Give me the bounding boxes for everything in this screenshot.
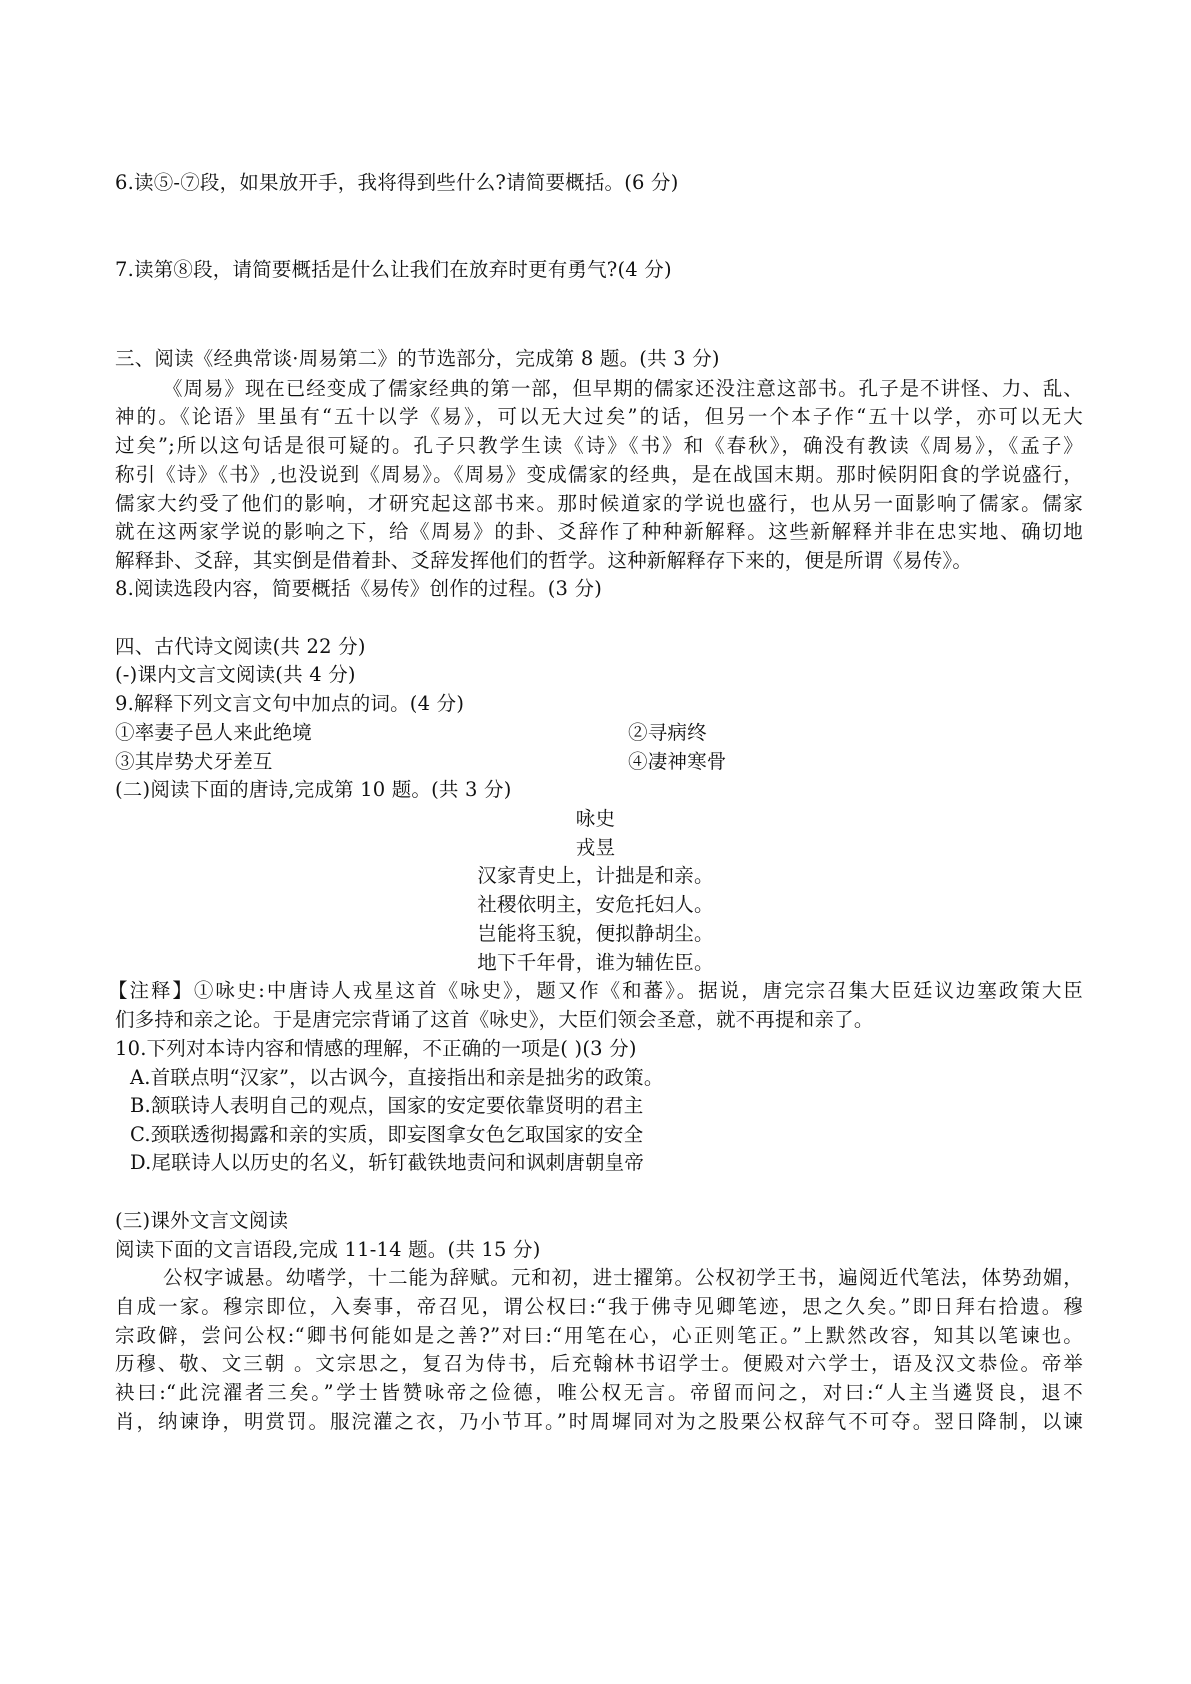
poem-note: 【注释】①咏史:中唐诗人戎星这首《咏史》，题又作《和蕃》。据说，唐完宗召集大臣廷议边塞政策大臣 — [108, 979, 1083, 1002]
subsection-3-instruction: 阅读下面的文言语段,完成 11-14 题。(共 15 分) — [115, 1238, 541, 1261]
passage-line: 自成一家。穆宗即位，入奏事，帝召见，谓公权曰:“我于佛寺见卿笔迹，思之久矣。”即日拜右拾遗。穆 — [115, 1295, 1083, 1318]
passage-line: 解释卦、爻辞，其实倒是借着卦、爻辞发挥他们的哲学。这种新解释存下来的，便是所谓《易传》。 — [115, 549, 973, 572]
passage-line: 肖，纳谏诤，明赏罚。服浣灌之衣，乃小节耳。”时周墀同对为之股栗公权辞气不可夺。翌日降制，以谏 — [115, 1410, 1083, 1433]
q9-item-2: ②寻病终 — [628, 721, 707, 744]
passage-line: 公权字诚悬。幼嗜学，十二能为辞赋。元和初，进士擢第。公权初学王书，遍阅近代笔法，体势劲媚， — [163, 1266, 1083, 1289]
passage-line: 过矣”;所以这句话是很可疑的。孔子只教学生读《诗》《书》和《春秋》，确没有教读《周易》，《孟子》 — [115, 434, 1083, 457]
poem-author: 戎昱 — [575, 836, 616, 859]
passage-line: 称引《诗》《书》,也没说到《周易》。《周易》变成儒家的经典，是在战国末期。那时候阴阳食的学说盛行， — [115, 463, 1083, 486]
passage-line: 就在这两家学说的影响之下，给《周易》的卦、爻辞作了种种新解释。这些新解释并非在忠实地、确切地 — [115, 520, 1083, 543]
passage-line: 神的。《论语》里虽有“五十以学《易》，可以无大过矣”的话，但另一个本子作“五十以学，亦可以无大 — [115, 405, 1083, 428]
q9-item-3: ③其岸势犬牙差互 — [115, 750, 273, 773]
subsection-3-heading: (三)课外文言文阅读 — [115, 1209, 289, 1232]
poem-line: 地下千年骨，谁为辅佐臣。 — [477, 951, 714, 974]
poem-line: 汉家青史上，计拙是和亲。 — [477, 864, 714, 887]
passage-line: 历穆、敬、文三朝 。文宗思之，复召为侍书，后充翰林书诏学士。便殿对六学士，语及汉文恭俭。帝举 — [115, 1352, 1083, 1375]
passage-line: 宗政僻，尝问公权:“卿书何能如是之善?”对曰:“用笔在心，心正则笔正。”上默然改容，知其以笔谏也。 — [115, 1324, 1083, 1347]
passage-line: 袂曰:“此浣濯者三矣。”学士皆赞咏帝之俭德，唯公权无言。帝留而问之，对曰:“人主当遴贤良，退不 — [115, 1381, 1083, 1404]
q9-item-4: ④凄神寒骨 — [628, 750, 727, 773]
option-b: B.颔联诗人表明自己的观点，国家的安定要依靠贤明的君主 — [130, 1094, 644, 1117]
question-9: 9.解释下列文言文句中加点的词。(4 分) — [115, 692, 465, 715]
subsection-2-heading: (二)阅读下面的唐诗,完成第 10 题。(共 3 分) — [115, 778, 512, 801]
option-a: A.首联点明“汉家”，以古讽今，直接指出和亲是拙劣的政策。 — [130, 1066, 664, 1089]
option-c: C.颈联透彻揭露和亲的实质，即妄图拿女色乞取国家的安全 — [130, 1123, 644, 1146]
poem-line: 岂能将玉貌，便拟静胡尘。 — [477, 922, 714, 945]
question-6: 6.读⑤-⑦段，如果放开手，我将得到些什么?请简要概括。(6 分) — [115, 171, 679, 194]
subsection-1-heading: (-)课内文言文阅读(共 4 分) — [115, 663, 356, 686]
section-3-heading: 三、阅读《经典常谈·周易第二》的节选部分，完成第 8 题。(共 3 分) — [115, 347, 720, 370]
poem-line: 社稷依明主，安危托妇人。 — [477, 893, 714, 916]
poem-title: 咏史 — [575, 807, 616, 830]
passage-line: 《周易》现在已经变成了儒家经典的第一部，但早期的儒家还没注意这部书。孔子是不讲怪、力、乱、 — [163, 377, 1083, 400]
q9-item-1: ①率妻子邑人来此绝境 — [115, 721, 313, 744]
poem-note: 们多持和亲之论。于是唐完宗背诵了这首《咏史》，大臣们领会圣意，就不再提和亲了。 — [115, 1008, 874, 1031]
section-4-heading: 四、古代诗文阅读(共 22 分) — [115, 635, 366, 658]
passage-line: 儒家大约受了他们的影响，才研究起这部书来。那时候道家的学说也盛行，也从另一面影响了儒家。儒家 — [115, 492, 1083, 515]
question-8: 8.阅读选段内容，简要概括《易传》创作的过程。(3 分) — [115, 577, 603, 600]
option-d: D.尾联诗人以历史的名义，斩钉截铁地责问和讽刺唐朝皇帝 — [130, 1151, 645, 1174]
question-7: 7.读第⑧段，请简要概括是什么让我们在放弃时更有勇气?(4 分) — [115, 258, 672, 281]
question-10: 10.下列对本诗内容和情感的理解，不正确的一项是( )(3 分) — [115, 1037, 637, 1060]
